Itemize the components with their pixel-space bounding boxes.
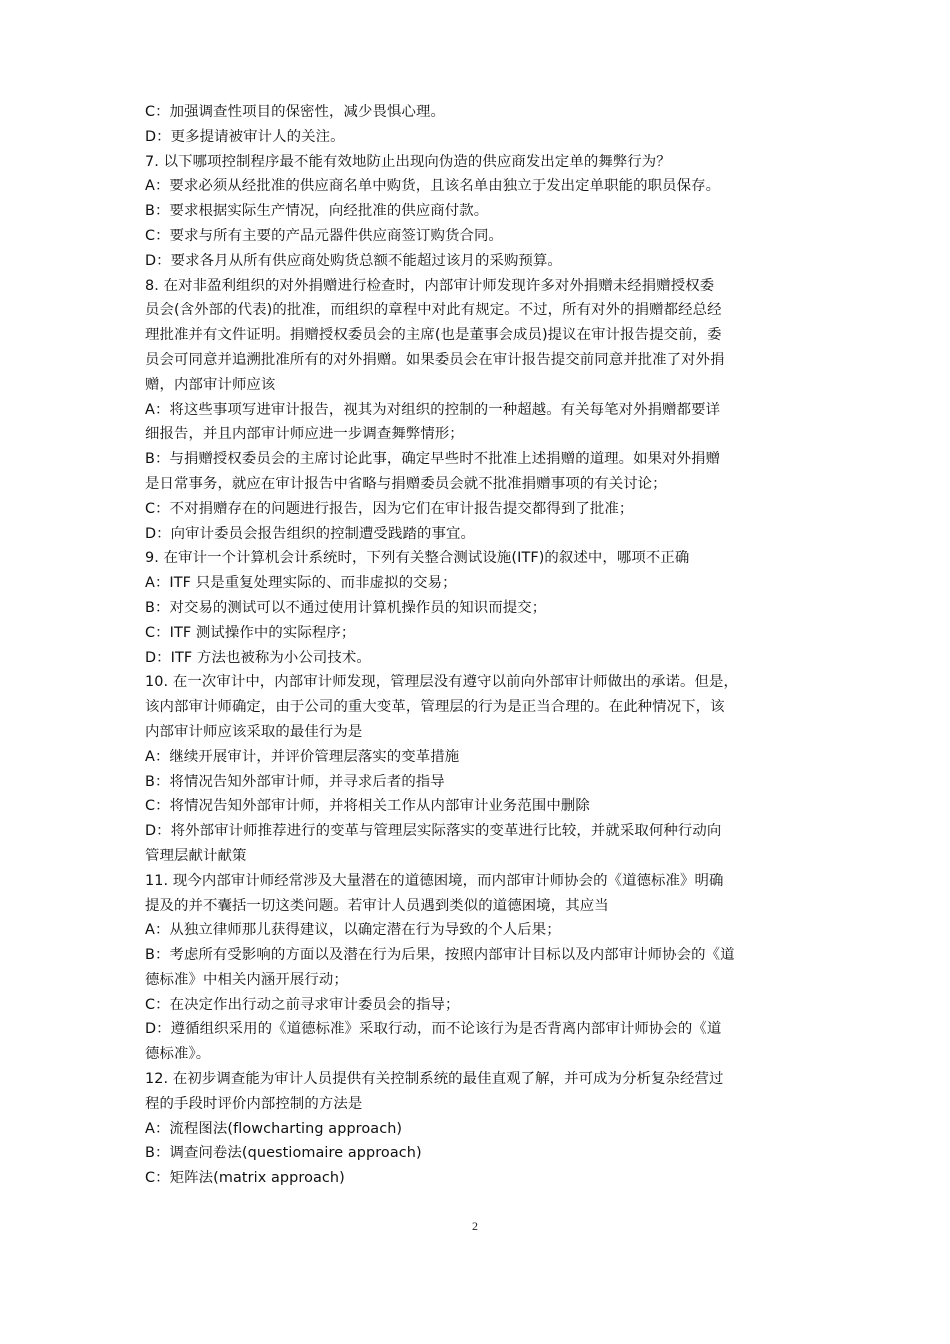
- text-line: D：向审计委员会报告组织的控制遭受践踏的事宜。: [145, 525, 475, 542]
- text-line: B：对交易的测试可以不通过使用计算机操作员的知识而提交；: [145, 599, 547, 616]
- text-line: 员会(含外部的代表)的批准，而组织的章程中对此有规定。不过，所有对外的捐赠都经总经: [145, 302, 722, 319]
- text-line: 11. 现今内部审计师经常涉及大量潜在的道德困境，而内部审计师协会的《道德标准》明确: [145, 872, 724, 889]
- text-line: 德标准》。: [145, 1046, 211, 1063]
- text-line: 内部审计师应该采取的最佳行为是: [145, 723, 363, 740]
- text-line: D：要求各月从所有供应商处购货总额不能超过该月的采购预算。: [145, 252, 562, 269]
- text-line: A：ITF 只是重复处理实际的、而非虚拟的交易；: [145, 575, 457, 592]
- text-line: C：要求与所有主要的产品元器件供应商签订购货合同。: [145, 227, 503, 244]
- text-line: 10. 在一次审计中，内部审计师发现，管理层没有遵守以前向外部审计师做出的承诺。但是，: [145, 674, 738, 691]
- text-line: C：不对捐赠存在的问题进行报告，因为它们在审计报告提交都得到了批准；: [145, 500, 634, 517]
- text-line: 9. 在审计一个计算机会计系统时，下列有关整合测试设施(ITF)的叙述中，哪项不正确: [145, 550, 690, 567]
- text-line: D：将外部审计师推荐进行的变革与管理层实际落实的变革进行比较，并就采取何种行动向: [145, 823, 722, 840]
- text-line: 赠，内部审计师应该: [145, 376, 276, 393]
- text-line: 该内部审计师确定，由于公司的重大变革，管理层的行为是正当合理的。在此种情况下，该: [145, 699, 725, 716]
- text-line: A：流程图法(flowcharting approach): [145, 1120, 403, 1137]
- text-line: B：与捐赠授权委员会的主席讨论此事，确定早些时不批准上述捐赠的道理。如果对外捐赠: [145, 451, 721, 468]
- text-line: B：调查问卷法(questiomaire approach): [145, 1145, 422, 1162]
- text-line: 德标准》中相关内涵开展行动；: [145, 971, 348, 988]
- text-line: 12. 在初步调查能为审计人员提供有关控制系统的最佳直观了解，并可成为分析复杂经营过: [145, 1071, 724, 1088]
- text-line: 7. 以下哪项控制程序最不能有效地防止出现向伪造的供应商发出定单的舞弊行为？: [145, 153, 671, 170]
- text-line: B：要求根据实际生产情况，向经批准的供应商付款。: [145, 203, 489, 220]
- text-line: C：在决定作出行动之前寻求审计委员会的指导；: [145, 996, 460, 1013]
- text-line: B：考虑所有受影响的方面以及潜在行为后果，按照内部审计目标以及内部审计师协会的《道: [145, 947, 735, 964]
- text-line: A：从独立律师那儿获得建议，以确定潜在行为导致的个人后果；: [145, 922, 561, 939]
- text-line: 理批准并有文件证明。捐赠授权委员会的主席(也是董事会成员)提议在审计报告提交前，委: [145, 327, 722, 344]
- text-line: D：遵循组织采用的《道德标准》采取行动，而不论该行为是否背离内部审计师协会的《道: [145, 1021, 722, 1038]
- text-line: 是日常事务，就应在审计报告中省略与捐赠委员会就不批准捐赠事项的有关讨论；: [145, 475, 667, 492]
- text-line: C：矩阵法(matrix approach): [145, 1170, 345, 1187]
- text-line: D：ITF 方法也被称为小公司技术。: [145, 649, 371, 666]
- text-line: 细报告，并且内部审计师应进一步调查舞弊情形；: [145, 426, 464, 443]
- text-line: B：将情况告知外部审计师，并寻求后者的指导: [145, 773, 445, 790]
- text-line: A：继续开展审计，并评价管理层落实的变革措施: [145, 748, 460, 765]
- text-line: 管理层献计献策: [145, 847, 247, 864]
- text-line: 程的手段时评价内部控制的方法是: [145, 1095, 363, 1112]
- text-line: C：ITF 测试操作中的实际程序；: [145, 624, 356, 641]
- text-line: C：加强调查性项目的保密性，减少畏惧心理。: [145, 104, 445, 120]
- text-line: A：要求必须从经批准的供应商名单中购货，且该名单由独立于发出定单职能的职员保存。: [145, 178, 721, 195]
- page-number: 2: [472, 1219, 478, 1233]
- text-line: 提及的并不囊括一切这类问题。若审计人员遇到类似的道德困境，其应当: [145, 897, 609, 914]
- text-line: 员会可同意并追溯批准所有的对外捐赠。如果委员会在审计报告提交前同意并批准了对外捐: [145, 351, 725, 368]
- text-line: C：将情况告知外部审计师，并将相关工作从内部审计业务范围中删除: [145, 798, 590, 815]
- document-body: [145, 100, 810, 1191]
- text-line: D：更多提请被审计人的关注。: [145, 128, 345, 145]
- text-line: A：将这些事项写进审计报告，视其为对组织的控制的一种超越。有关每笔对外捐赠都要详: [145, 401, 721, 418]
- text-line: 8. 在对非盈利组织的对外捐赠进行检查时，内部审计师发现许多对外捐赠未经捐赠授权委: [145, 277, 715, 294]
